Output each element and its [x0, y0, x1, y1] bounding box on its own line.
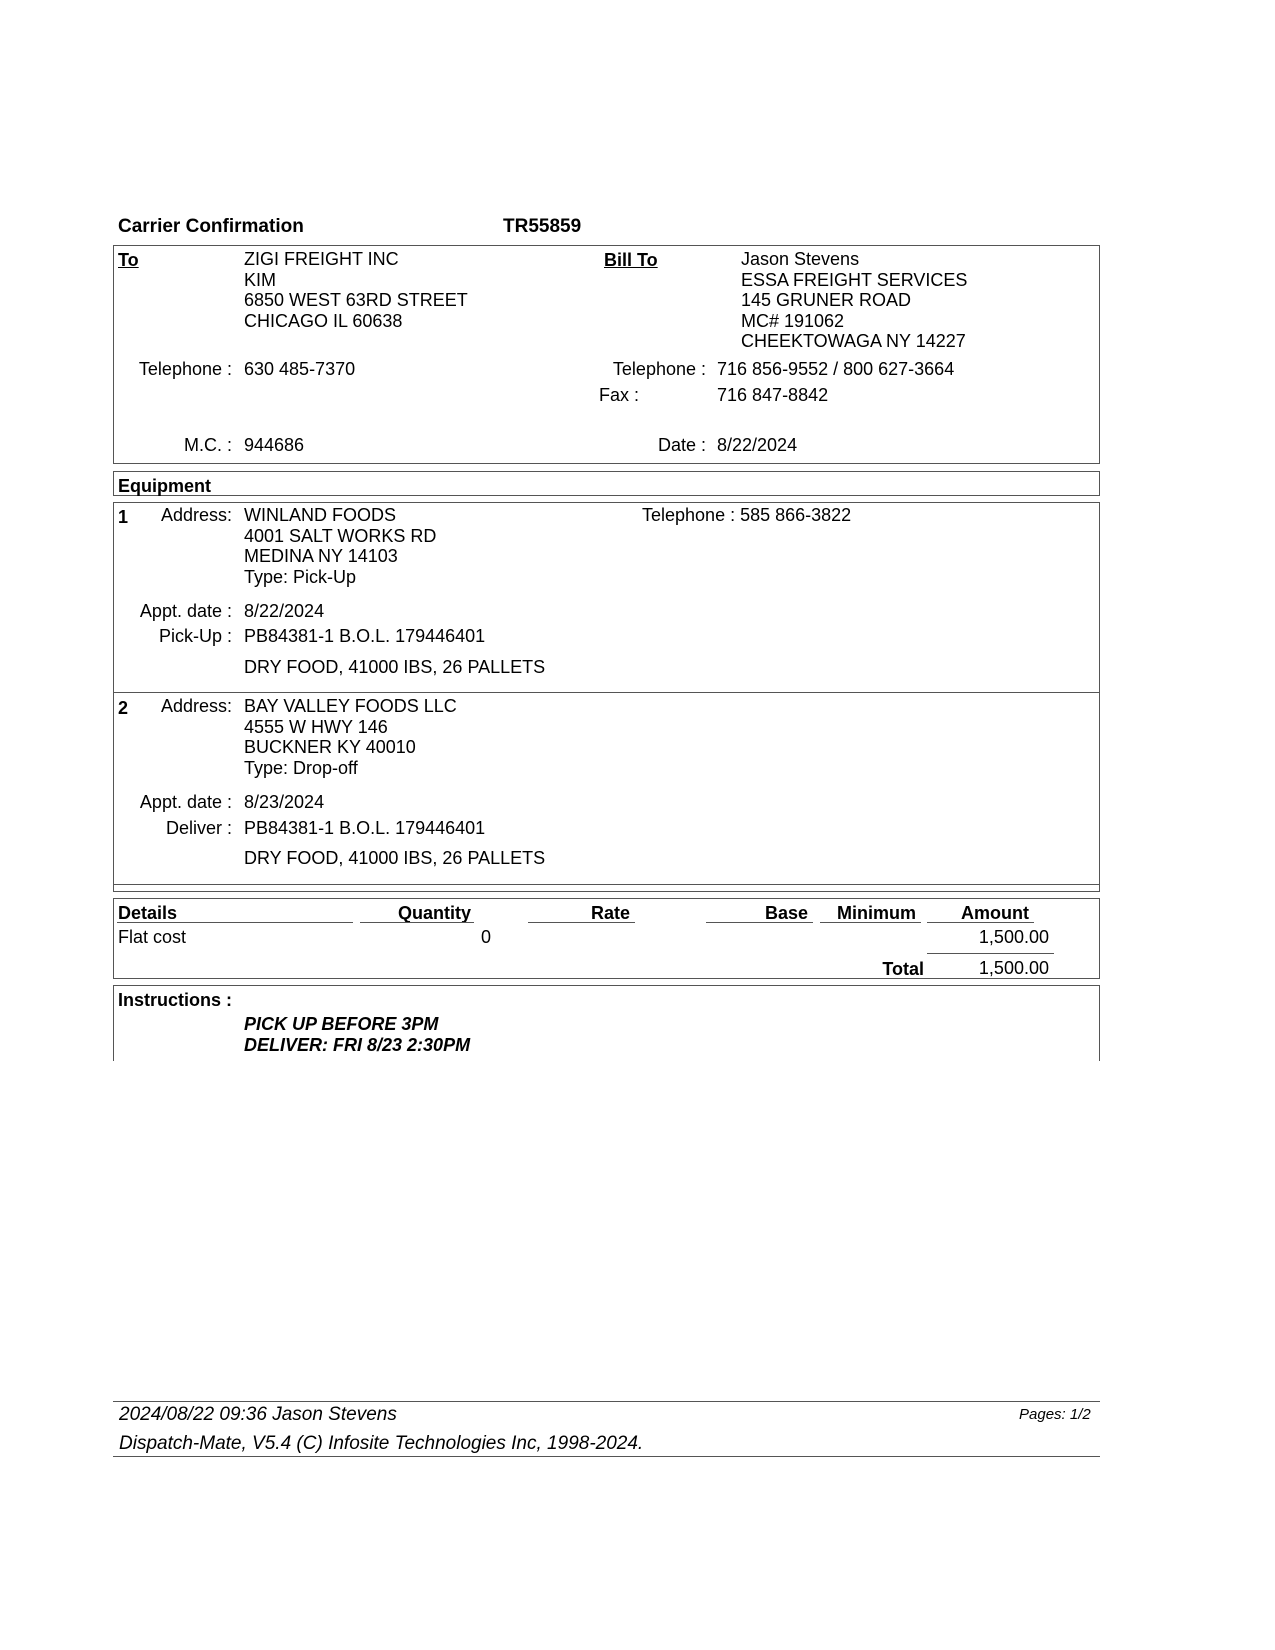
header-underline — [528, 922, 635, 923]
header-underline — [117, 922, 353, 923]
detail-quantity: 0 — [480, 927, 491, 947]
to-address — [244, 249, 468, 331]
footer-rule — [113, 1401, 1100, 1402]
cargo-description: DRY FOOD, 41000 IBS, 26 PALLETS — [244, 657, 546, 677]
footer-rule — [113, 1456, 1100, 1457]
stop-address-line: MEDINA NY 14103 — [244, 546, 398, 566]
bill-to-line: CHEEKTOWAGA NY 14227 — [741, 331, 966, 351]
detail-amount: 1,500.00 — [978, 927, 1049, 947]
bill-to-line: 145 GRUNER ROAD — [741, 290, 912, 310]
equipment-label: Equipment — [118, 476, 211, 496]
software-copyright: Dispatch-Mate, V5.4 (C) Infosite Technologies Inc, 1998-2024. — [119, 1433, 644, 1454]
mc-number: 944686 — [244, 435, 305, 455]
minimum-header: Minimum — [837, 903, 916, 923]
stop-address-line: BUCKNER KY 40010 — [244, 737, 416, 757]
print-stamp: 2024/08/22 09:36 Jason Stevens — [119, 1404, 397, 1425]
pickup-label: Pick-Up : — [158, 626, 232, 646]
to-label: To — [118, 250, 139, 270]
order-number: TR55859 — [503, 216, 582, 237]
bill-to-telephone: 716 856-9552 / 800 627-3664 — [717, 359, 955, 379]
instruction-line: PICK UP BEFORE 3PM — [244, 1014, 439, 1034]
quantity-header: Quantity — [397, 903, 471, 923]
header-underline — [360, 922, 474, 923]
appt-label: Appt. date : — [139, 601, 232, 621]
deliver-label: Deliver : — [165, 818, 232, 838]
header-underline — [820, 922, 921, 923]
header-underline — [927, 922, 1034, 923]
fax-label: Fax : — [599, 385, 640, 405]
bill-to-telephone-label: Telephone : — [612, 359, 706, 379]
address-label: Address: — [160, 505, 232, 525]
stop-address-line: BAY VALLEY FOODS LLC — [244, 696, 457, 716]
cargo-description: DRY FOOD, 41000 IBS, 26 PALLETS — [244, 848, 546, 868]
total-rule — [927, 953, 1054, 954]
fax-number: 716 847-8842 — [717, 385, 829, 405]
stop-divider — [113, 884, 1100, 885]
appt-date: 8/23/2024 — [244, 792, 325, 812]
stop-address-line: 4555 W HWY 146 — [244, 716, 388, 737]
stop-address — [244, 696, 457, 778]
to-address-line: CHICAGO IL 60638 — [244, 310, 403, 331]
bill-to-line: MC# 191062 — [741, 310, 845, 331]
to-address-line: KIM — [244, 269, 277, 290]
total-label: Total — [882, 959, 924, 979]
bill-to-address — [741, 249, 967, 352]
mc-label: M.C. : — [184, 435, 232, 455]
to-telephone-label: Telephone : — [138, 359, 232, 379]
amount-header: Amount — [961, 903, 1029, 923]
stop-address-line: 4001 SALT WORKS RD — [244, 525, 437, 546]
instructions-label: Instructions : — [118, 990, 233, 1010]
to-telephone: 630 485-7370 — [244, 359, 356, 379]
page-count: Pages: 1/2 — [1019, 1406, 1091, 1423]
detail-description: Flat cost — [118, 927, 187, 947]
equipment-box — [113, 471, 1100, 496]
stop-address — [244, 505, 436, 587]
instruction-line: DELIVER: FRI 8/23 2:30PM — [244, 1034, 471, 1055]
stop-divider — [113, 692, 1100, 693]
to-address-line: 6850 WEST 63RD STREET — [244, 290, 468, 310]
stop-number: 1 — [118, 507, 129, 527]
appt-date: 8/22/2024 — [244, 601, 325, 621]
deliver-reference: PB84381-1 B.O.L. 179446401 — [244, 818, 486, 838]
pickup-reference: PB84381-1 B.O.L. 179446401 — [244, 626, 486, 646]
date-label: Date : — [657, 435, 706, 455]
bill-to-line: Jason Stevens — [741, 249, 860, 269]
total-amount: 1,500.00 — [978, 958, 1049, 978]
stop-telephone: Telephone : 585 866-3822 — [642, 505, 852, 525]
base-header: Base — [764, 903, 808, 923]
document-title: Carrier Confirmation — [118, 216, 304, 237]
address-label: Address: — [160, 696, 232, 716]
bill-to-label: Bill To — [604, 250, 658, 270]
stop-address-line: Type: Drop-off — [244, 757, 358, 778]
stop-address-line: Type: Pick-Up — [244, 566, 357, 587]
date-value: 8/22/2024 — [717, 435, 798, 455]
instructions-text — [244, 1014, 470, 1055]
stop-number: 2 — [118, 698, 129, 718]
appt-label: Appt. date : — [139, 792, 232, 812]
details-header: Details — [118, 903, 178, 923]
rate-header: Rate — [590, 903, 630, 923]
bill-to-line: ESSA FREIGHT SERVICES — [741, 269, 968, 290]
to-address-line: ZIGI FREIGHT INC — [244, 249, 399, 269]
stop-address-line: WINLAND FOODS — [244, 505, 397, 525]
header-underline — [706, 922, 813, 923]
